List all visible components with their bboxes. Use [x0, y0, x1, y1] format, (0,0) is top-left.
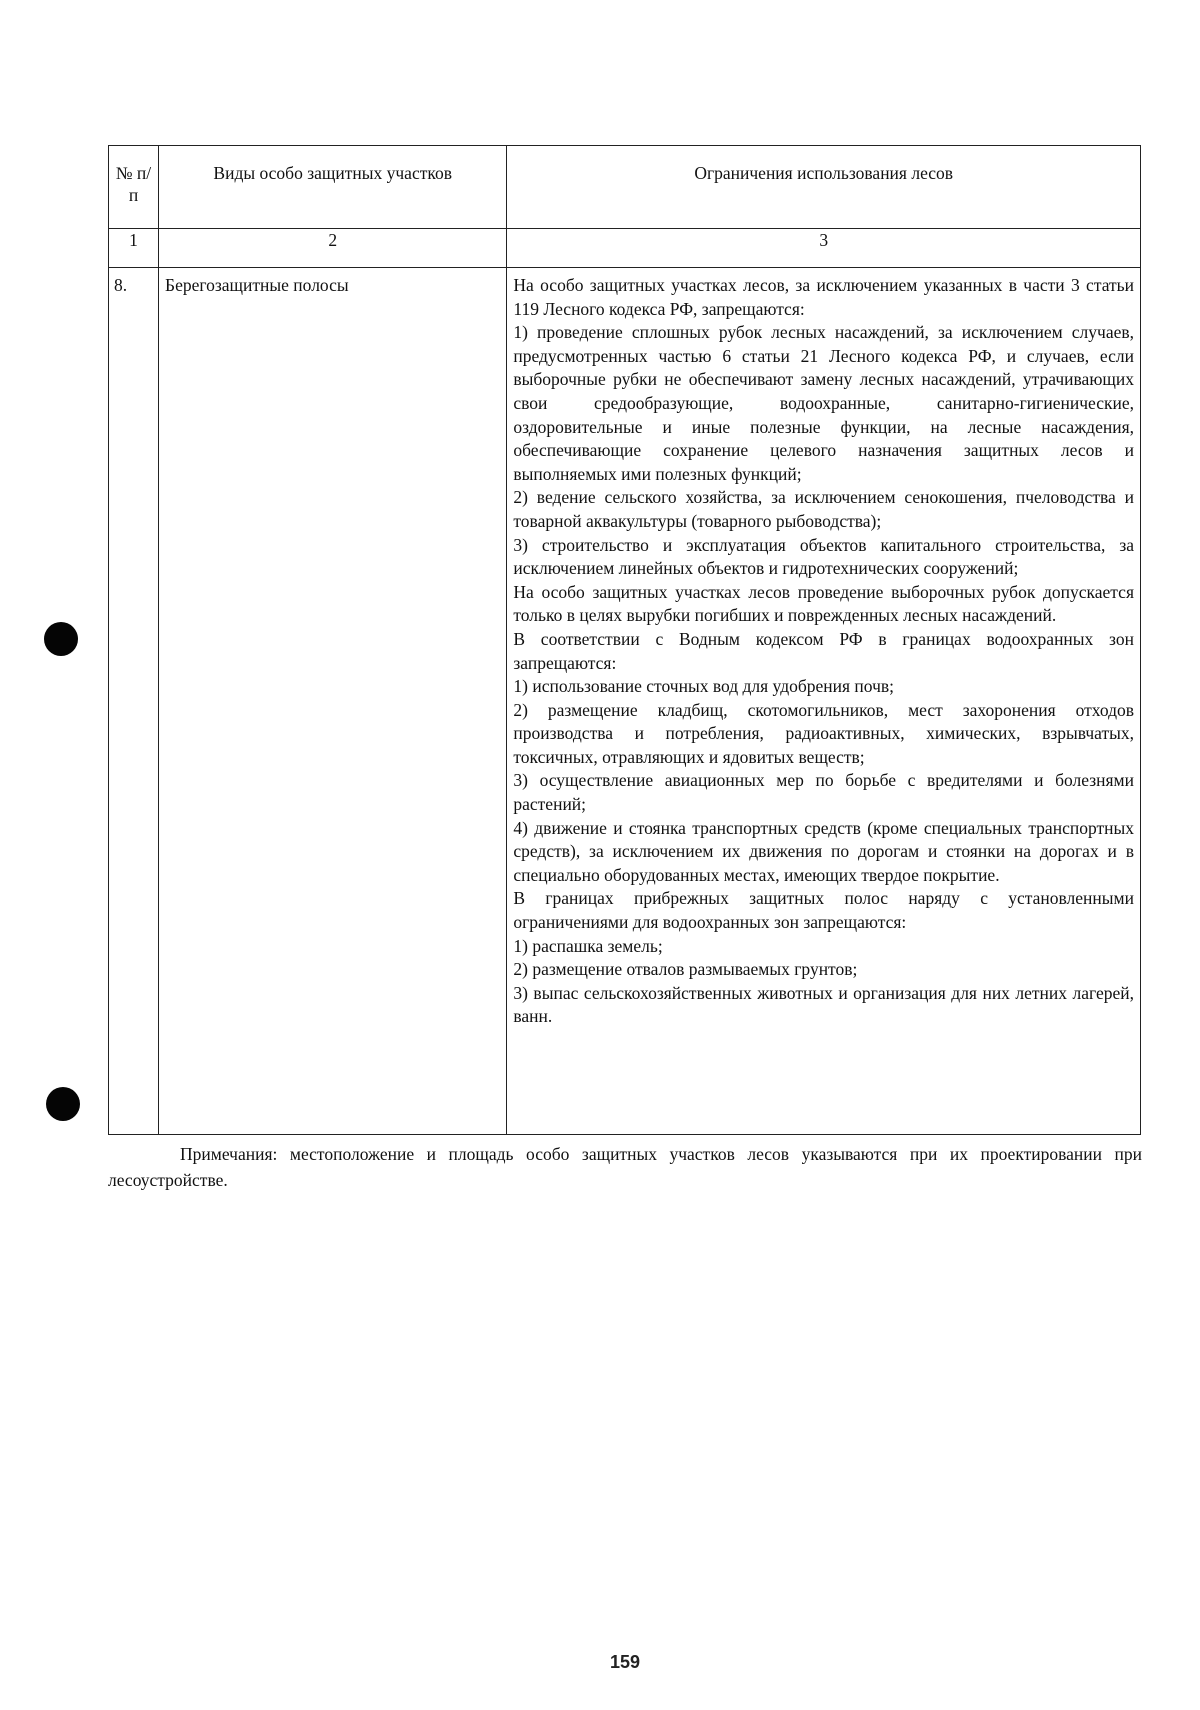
limits-paragraph: 2) размещение кладбищ, скотомогильников, мест захоронения отходов производства и потребления, радиоактивных, химических, взрывчатых, токсичных, отравляющих и ядовитых веществ; [513, 699, 1134, 767]
limits-paragraph: 1) распашка земель; [513, 935, 663, 956]
header-limits: Ограничения использования лесов [507, 146, 1141, 229]
punch-hole-mark [46, 1087, 80, 1121]
row-number: 8. [109, 268, 159, 1135]
limits-paragraph: В соответствии с Водным кодексом РФ в границах водоохранных зон запрещаются: [513, 628, 1134, 673]
limits-paragraph: На особо защитных участках лесов проведение выборочных рубок допускается только в целях вырубки погибших и поврежденных лесных насаждений. [513, 581, 1134, 626]
row-type: Берегозащитные полосы [159, 268, 507, 1135]
column-index-cell: 3 [507, 229, 1141, 268]
column-index-row [109, 229, 1141, 268]
page-number: 159 [609, 1652, 641, 1672]
header-type: Виды особо защитных участков [159, 146, 507, 229]
limits-paragraph: 3) выпас сельскохозяйственных животных и организация для них летних лагерей, ванн. [513, 982, 1134, 1027]
punch-hole-mark [44, 622, 78, 656]
limits-paragraph: 2) размещение отвалов размываемых грунтов; [513, 959, 858, 980]
column-index-cell: 1 [109, 229, 159, 268]
table-header-row [109, 146, 1141, 229]
limits-paragraph: 4) движение и стоянка транспортных средств (кроме специальных транспортных средств), за исключением их движения по дорогам и стоянки на дорогах и в специально оборудованных местах, имеющих твердое покрытие. [513, 817, 1134, 885]
limits-paragraph: 2) ведение сельского хозяйства, за исключением сенокошения, пчеловодства и товарной аквакультуры (товарного рыбоводства); [513, 487, 1134, 531]
note-text: Примечания: местоположение и площадь особо защитных участков лесов указываются при их проектировании при лесоустройстве. [108, 1144, 1142, 1190]
limits-paragraph: 1) проведение сплошных рубок лесных насаждений, за исключением случаев, предусмотренных частью 6 статьи 21 Лесного кодекса РФ, и случаев, если выборочные рубки не обеспечивают замену лесных насаждений, утрачивающих свои средообразующие, водоохранные, санитарно-гигиенические, оздоровительные и иные полезные функции, на лесные насаждения, обеспечивающие сохранение целевого назначения защитных лесов и выполняемых ими полезных функций; [513, 322, 1134, 484]
column-index-cell: 2 [159, 229, 507, 268]
row-limits [507, 268, 1141, 1135]
header-num: № п/п [109, 146, 159, 229]
limits-paragraph: В границах прибрежных защитных полос наряду с установленными ограничениями для водоохранных зон запрещаются: [513, 888, 1134, 933]
limits-paragraph: На особо защитных участках лесов, за исключением указанных в части 3 статьи 119 Лесного кодекса РФ, запрещаются: [513, 275, 1134, 319]
restrictions-table [108, 145, 1141, 1135]
limits-paragraph: 1) использование сточных вод для удобрения почв; [513, 676, 895, 697]
limits-paragraph: 3) осуществление авиационных мер по борьбе с вредителями и болезнями растений; [513, 770, 1134, 815]
limits-paragraph: 3) строительство и эксплуатация объектов капитального строительства, за исключением линейных объектов и гидротехнических сооружений; [513, 534, 1134, 579]
table-row [109, 268, 1141, 1135]
